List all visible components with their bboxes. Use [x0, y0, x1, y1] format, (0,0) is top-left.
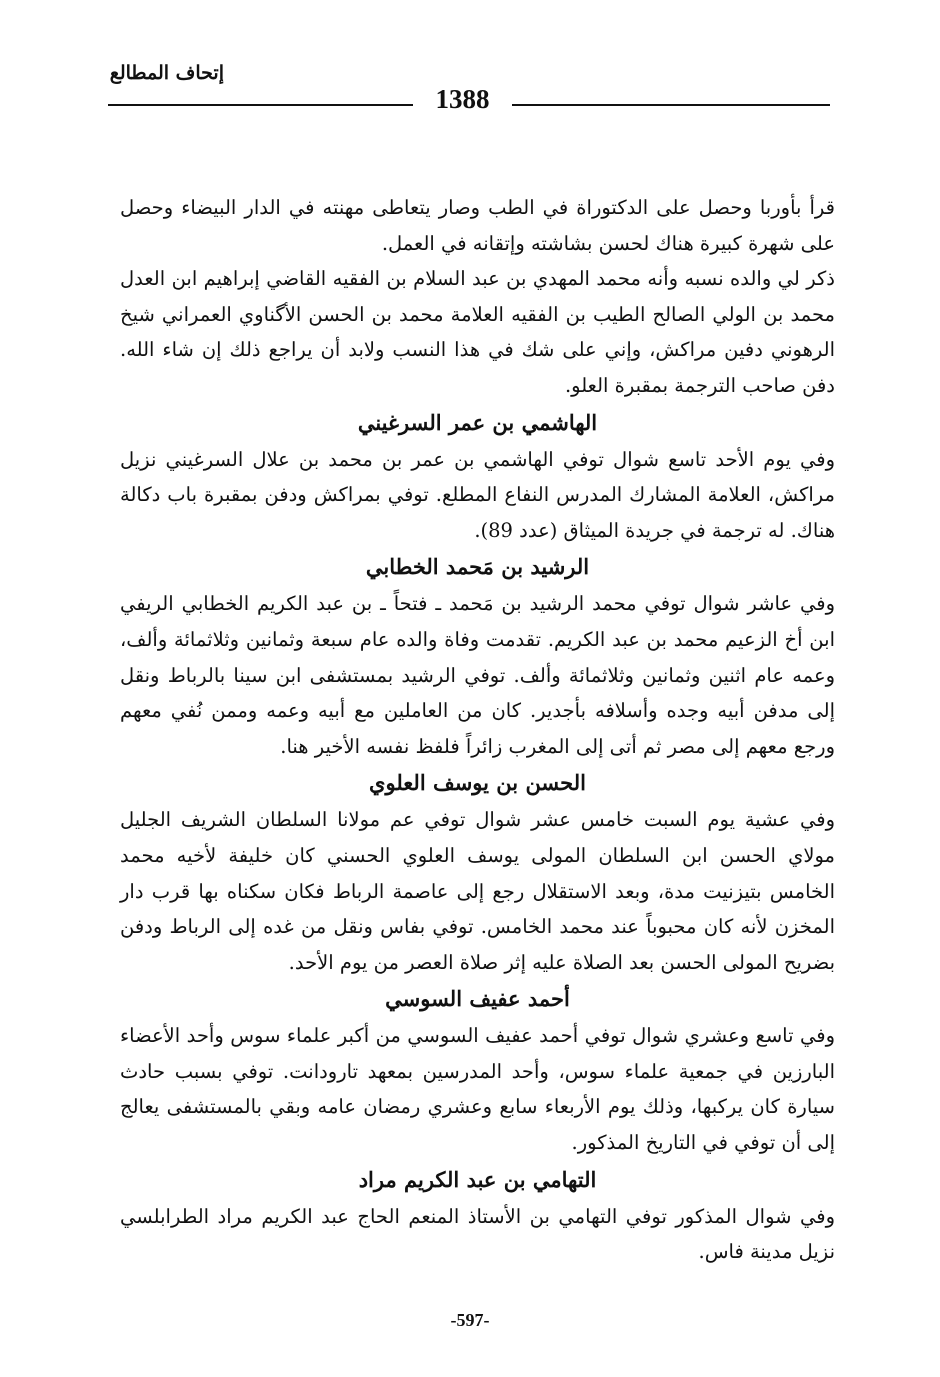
entry-heading-touhami: التهامي بن عبد الكريم مراد: [358, 1166, 597, 1192]
running-title: إتحاف المطالع: [109, 62, 224, 84]
paragraph-intro-1: قرأ بأوربا وحصل على الدكتوراة في الطب وصار يتعاطى مهنته في الدار البيضاء وحصل على شهرة كبيرة هناك لحسن بشاشته وإتقانه في العمل.: [120, 196, 835, 255]
page-number: -597-: [450, 1310, 490, 1330]
paragraph-intro-2: ذكر لي والده نسبه وأنه محمد المهدي بن عبد السلام بن الفقيه القاضي إبراهيم ابن العدل محمد بن الولي الصالح الطيب بن الفقيه العلامة محمد بن الحسن الأگناوي العمراني شيخ الرهوني دفين مراكش، وإني على شك في هذا النسب ولابد أن يراجع ذلك إن شاء الله. دفن صاحب الترجمة بمقبرة العلو.: [120, 267, 835, 397]
entry-heading-hashemi: الهاشمي بن عمر السرغيني: [357, 409, 598, 435]
entry-text-touhami: وفي شوال المذكور توفي التهامي بن الأستاذ المنعم الحاج عبد الكريم مراد الطرابلسي نزيل مدينة فاس.: [120, 1204, 835, 1264]
entry-heading-rachid: الرشيد بن مَحمد الخطابي: [365, 554, 590, 580]
header-rule-left: [108, 104, 413, 106]
header-rule-right: [512, 104, 830, 106]
header-year: 1388: [435, 84, 490, 114]
entry-text-afif: وفي تاسع وعشري شوال توفي أحمد عفيف السوسي من أكبر علماء سوس وأحد الأعضاء البارزين في جمعية علماء سوس، وأحد المدرسين بمعهد تارودانت. توفي بسبب حادث سيارة كان يركبها، وذلك يوم الأربعاء سابع وعشري رمضان عامه وبقي بالمستشفى يعالج إلى أن توفي في التاريخ المذكور.: [120, 1024, 835, 1155]
page-body: [120, 190, 835, 1270]
entry-heading-hassan: الحسن بن يوسف العلوي: [369, 770, 586, 796]
entry-text-rachid: وفي عاشر شوال توفي محمد الرشيد بن مَحمد ـ فتحاً ـ بن عبد الكريم الخطابي الريفي ابن أخ الزعيم محمد بن عبد الكريم. تقدمت وفاة والده عام سبعة وثمانين وثلاثمائة وألف، وعمه عام اثنين وثمانين وثلاثمائة وألف. توفي الرشيد بمستشفى ابن سينا بالرباط ونقل إلى مدفن أبيه وجده وأسلافه بأجدير. كان من العاملين مع أبيه وعمه وممن نُفي معهم ورجع معهم إلى مصر ثم أتى إلى المغرب زائراً فلفظ نفسه الأخير هنا.: [120, 592, 835, 758]
entry-text-hassan: وفي عشية يوم السبت خامس عشر شوال توفي عم مولانا السلطان الشريف الجليل مولاي الحسن ابن السلطان المولى يوسف العلوي الحسني كان خليفة لأخيه محمد الخامس بتيزنيت مدة، وبعد الاستقلال رجع إلى عاصمة الرباط فكان سكناه بها قرب دار المخزن لأنه كان محبوباً عند محمد الخامس. توفي بفاس ونقل من غده إلى الرباط ودفن بضريح المولى الحسن بعد الصلاة عليه إثر صلاة العصر من يوم الأحد.: [120, 808, 835, 974]
entry-heading-afif: أحمد عفيف السوسي: [385, 986, 570, 1012]
entry-text-hashemi: وفي يوم الأحد تاسع شوال توفي الهاشمي بن عمر بن محمد بن علال السرغيني نزيل مراكش، العلامة المشارك المدرس النفاع المطلع. توفي بمراكش ودفن بمقبرة باب دكالة هناك. له ترجمة في جريدة الميثاق (عدد 89).: [120, 447, 835, 542]
